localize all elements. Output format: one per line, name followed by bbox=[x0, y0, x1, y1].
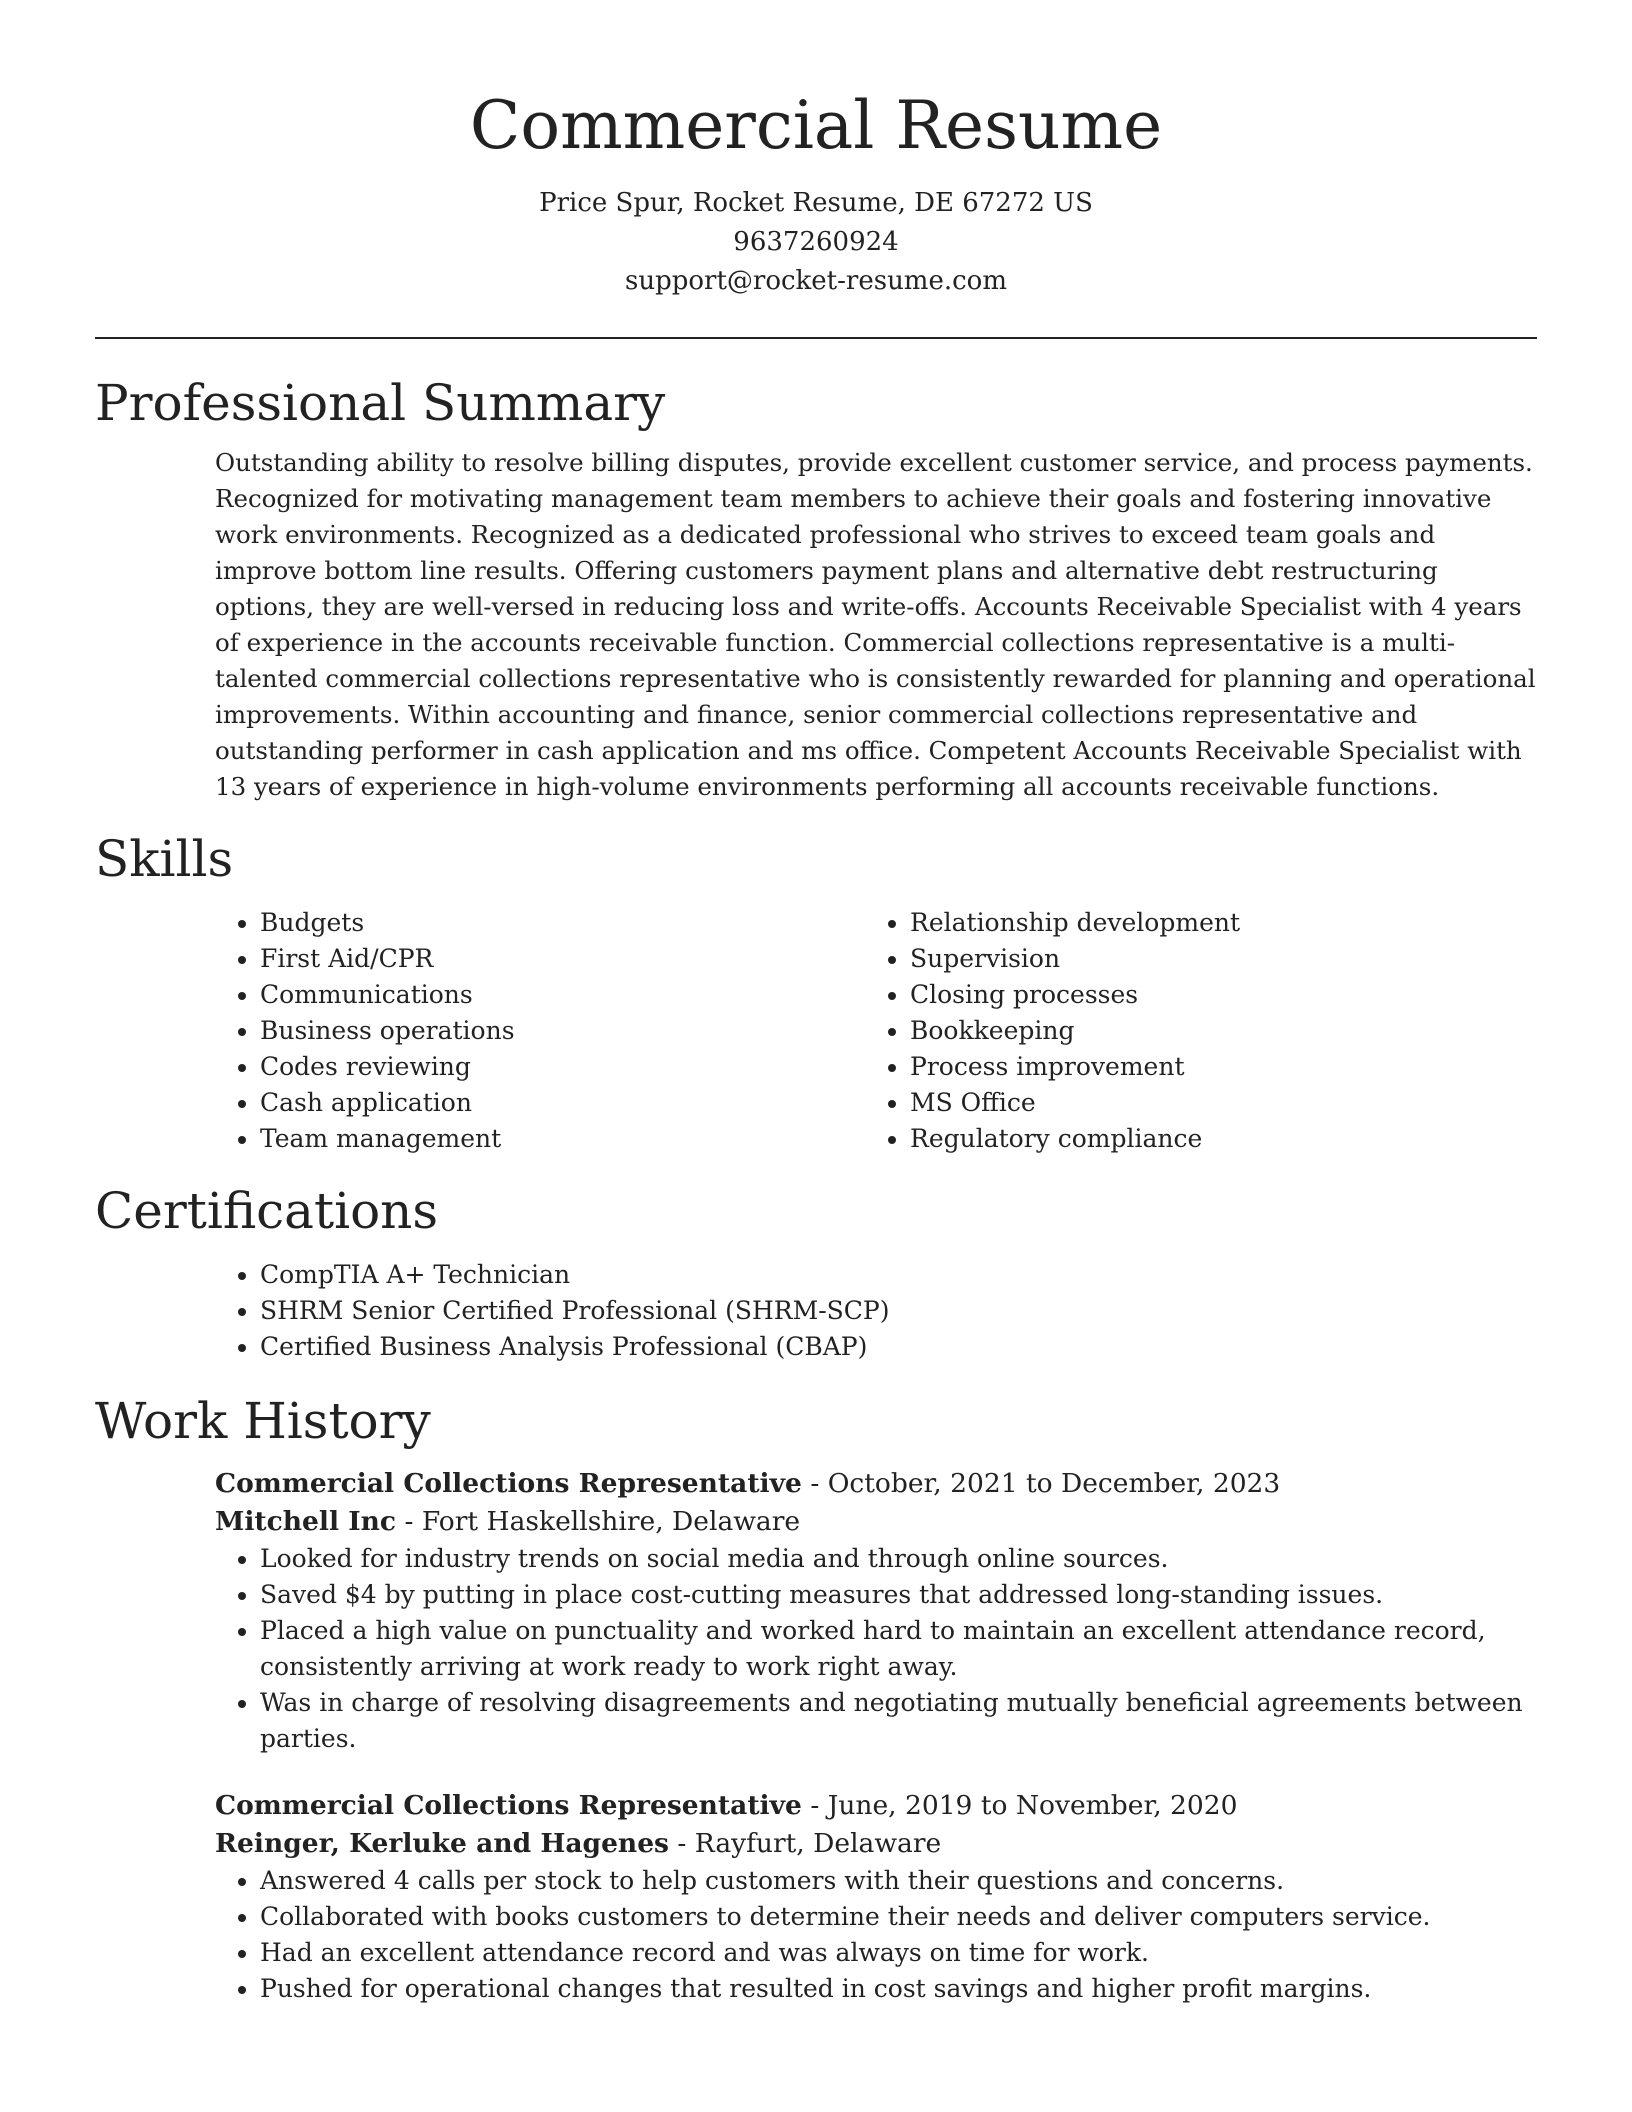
summary-text: Outstanding ability to resolve billing disputes, provide excellent customer service, and process payments. Recognized for motivating management team members to achieve their goals and fostering innovative work environments. Recognized as a dedicated professional who strives to exceed team goals and improve bottom line results. Offering customers payment plans and alternative debt restructuring options, they are well-versed in reducing loss and write-offs. Accounts Receivable Specialist with 4 years of experience in the accounts receivable function. Commercial collections representative is a multi-talented commercial collections representative who is consistently rewarded for planning and operational improvements. Within accounting and finance, senior commercial collections representative and outstanding performer in cash application and ms office. Competent Accounts Receivable Specialist with 13 years of experience in high-volume environments performing all accounts receivable functions. bbox=[215, 448, 1536, 801]
job-title-line bbox=[215, 1465, 1537, 1503]
job-entry bbox=[215, 1465, 1537, 1757]
job-dates: - October, 2021 to December, 2023 bbox=[801, 1468, 1281, 1499]
skills-section bbox=[95, 829, 1537, 1157]
certifications-list bbox=[215, 1257, 1537, 1365]
skills-column-right bbox=[865, 905, 1515, 1157]
contact-phone: 9637260924 bbox=[733, 227, 899, 257]
skills-grid bbox=[215, 905, 1537, 1157]
job-company-line bbox=[215, 1825, 1537, 1863]
skill-item: • Relationship development bbox=[910, 905, 1515, 941]
certification-item: • Certified Business Analysis Professional (CBAP) bbox=[260, 1329, 1537, 1365]
certifications-heading: Certifications bbox=[95, 1182, 439, 1240]
resume-header bbox=[95, 0, 1537, 301]
job-title-line bbox=[215, 1787, 1537, 1825]
contact-email: support@rocket-resume.com bbox=[624, 266, 1007, 296]
contact-address: Price Spur, Rocket Resume, DE 67272 US bbox=[539, 188, 1093, 218]
job-duty-item: • Collaborated with books customers to determine their needs and deliver computers service. bbox=[260, 1899, 1537, 1935]
skills-column-left bbox=[215, 905, 865, 1157]
job-location: - Fort Haskellshire, Delaware bbox=[396, 1506, 801, 1537]
job-company: Reinger, Kerluke and Hagenes bbox=[215, 1828, 669, 1859]
skill-item: • Regulatory compliance bbox=[910, 1121, 1515, 1157]
summary-heading: Professional Summary bbox=[95, 374, 666, 432]
job-title: Commercial Collections Representative bbox=[215, 1790, 802, 1821]
skill-item: • Communications bbox=[260, 977, 865, 1013]
skills-heading: Skills bbox=[95, 830, 234, 888]
job-duty-item: • Placed a high value on punctuality and worked hard to maintain an excellent attendance record, consistently arriving at work ready to work right away. bbox=[260, 1613, 1537, 1685]
skill-item: • Supervision bbox=[910, 941, 1515, 977]
job-duty-item: • Was in charge of resolving disagreements and negotiating mutually beneficial agreements between parties. bbox=[260, 1685, 1537, 1757]
skill-item: • Closing processes bbox=[910, 977, 1515, 1013]
job-dates: - June, 2019 to November, 2020 bbox=[801, 1790, 1238, 1821]
job-entry bbox=[215, 1787, 1537, 2007]
certifications-section bbox=[95, 1181, 1537, 1365]
skill-item: • Business operations bbox=[260, 1013, 865, 1049]
job-title: Commercial Collections Representative bbox=[215, 1468, 802, 1499]
skill-item: • First Aid/CPR bbox=[260, 941, 865, 977]
skill-item: • Budgets bbox=[260, 905, 865, 941]
skill-item: • Bookkeeping bbox=[910, 1013, 1515, 1049]
job-company-line bbox=[215, 1503, 1537, 1541]
skill-item: • Team management bbox=[260, 1121, 865, 1157]
skill-item: • Process improvement bbox=[910, 1049, 1515, 1085]
job-duty-item: • Pushed for operational changes that resulted in cost savings and higher profit margins. bbox=[260, 1971, 1537, 2007]
job-duties bbox=[215, 1863, 1537, 2007]
job-duty-item: • Saved $4 by putting in place cost-cutting measures that addressed long-standing issues. bbox=[260, 1577, 1537, 1613]
job-company: Mitchell Inc bbox=[215, 1506, 397, 1537]
job-location: - Rayfurt, Delaware bbox=[668, 1828, 942, 1859]
job-duties bbox=[215, 1541, 1537, 1757]
certification-item: • SHRM Senior Certified Professional (SHRM-SCP) bbox=[260, 1293, 1537, 1329]
work-history-heading: Work History bbox=[95, 1392, 431, 1450]
skill-item: • MS Office bbox=[910, 1085, 1515, 1121]
resume-title: Commercial Resume bbox=[469, 87, 1163, 164]
work-history-section bbox=[95, 1391, 1537, 2007]
skill-item: • Cash application bbox=[260, 1085, 865, 1121]
skill-item: • Codes reviewing bbox=[260, 1049, 865, 1085]
job-duty-item: • Had an excellent attendance record and was always on time for work. bbox=[260, 1935, 1537, 1971]
certification-item: • CompTIA A+ Technician bbox=[260, 1257, 1537, 1293]
header-divider bbox=[95, 337, 1537, 339]
job-duty-item: • Looked for industry trends on social media and through online sources. bbox=[260, 1541, 1537, 1577]
summary-section bbox=[95, 373, 1537, 805]
job-duty-item: • Answered 4 calls per stock to help customers with their questions and concerns. bbox=[260, 1863, 1537, 1899]
